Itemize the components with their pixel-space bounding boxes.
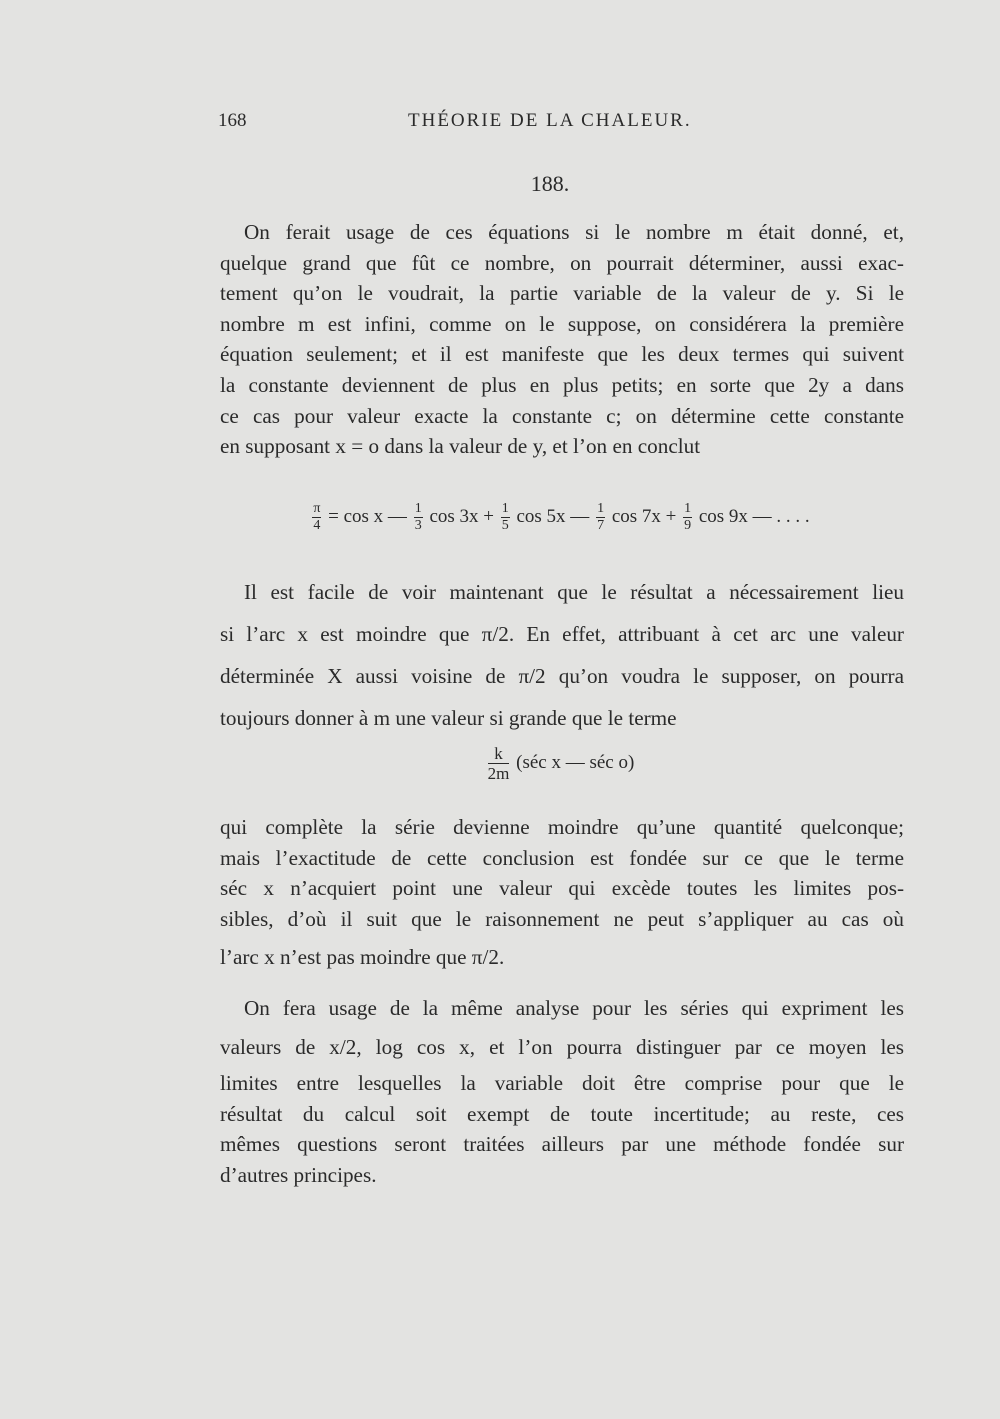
- text-line: tement qu’on le voudrait, la partie variable de la valeur de y. Si le: [220, 281, 904, 306]
- text-line: la constante deviennent de plus en plus petits; en sorte que 2y a dans: [220, 372, 904, 397]
- fraction: $\frac{k}{2m}$: [487, 744, 510, 783]
- formula-term: cos 7x +: [611, 505, 677, 527]
- text-line: On fera usage de la même analyse pour les séries qui expriment les: [244, 996, 904, 1020]
- text-line: limites entre lesquelles la variable doit être comprise pour que le: [220, 1071, 904, 1096]
- text-line: valeurs de x/2, log cos x, et l’on pourra distinguer par ce moyen les: [220, 1034, 904, 1059]
- text-line: mêmes questions seront traitées ailleurs par une méthode fondée sur: [220, 1132, 904, 1157]
- text-line: sibles, d’où il suit que le raisonnement ne peut s’appliquer au cas où: [220, 906, 904, 931]
- text-line: d’autres principes.: [220, 1162, 377, 1187]
- paragraph-2: [220, 571, 904, 739]
- text-line: l’arc x n’est pas moindre que π/2.: [220, 945, 505, 970]
- fraction: $\frac{\pi}{4}$: [313, 501, 321, 533]
- page-number: 168: [218, 110, 247, 131]
- paragraph-3: [220, 812, 904, 973]
- text-line: ce cas pour valeur exacte la constante c; on détermine cette constante: [220, 403, 904, 428]
- page-header: [218, 110, 904, 140]
- fraction: $\frac{1}{3}$: [414, 501, 422, 533]
- fraction: $\frac{1}{5}$: [501, 501, 509, 533]
- formula-body: (séc x — séc o): [516, 751, 635, 773]
- formula-term: cos 3x +: [429, 505, 494, 527]
- text-line: qui complète la série devienne moindre qu’une quantité quelconque;: [220, 815, 904, 839]
- text-line: séc x n’acquiert point une valeur qui excède toutes les limites pos-: [220, 876, 904, 901]
- text-line: équation seulement; et il est manifeste que les deux termes qui suivent: [220, 342, 904, 367]
- formula-term: cos 5x —: [516, 505, 590, 527]
- text-line: Il est facile de voir maintenant que le résultat a nécessairement lieu: [244, 580, 904, 604]
- text-line: toujours donner à m une valeur si grande que le terme: [220, 706, 677, 730]
- text-line: résultat du calcul soit exempt de toute incertitude; au reste, ces: [220, 1101, 904, 1126]
- fraction: $\frac{1}{7}$: [597, 501, 605, 533]
- paragraph-1: [220, 217, 904, 462]
- text-line: On ferait usage de ces équations si le nombre m était donné, et,: [244, 220, 904, 244]
- text-line: en supposant x = o dans la valeur de y, et l’on en conclut: [220, 434, 701, 459]
- formula-series: [0, 502, 1000, 533]
- formula-term: cos 9x — . . . .: [698, 505, 810, 527]
- section-number: 188.: [530, 171, 570, 196]
- text-line: déterminée X aussi voisine de π/2 qu’on voudra le supposer, on pourra: [220, 664, 904, 688]
- text-line: quelque grand que fût ce nombre, on pourrait déterminer, aussi exac-: [220, 250, 904, 275]
- text-line: nombre m est infini, comme on le suppose, on considérera la première: [220, 311, 904, 336]
- text-line: si l’arc x est moindre que π/2. En effet, attribuant à cet arc une valeur: [220, 622, 904, 646]
- text-line: mais l’exactitude de cette conclusion est fondée sur ce que le terme: [220, 845, 904, 870]
- paragraph-4: [220, 993, 904, 1191]
- formula-term: = cos x —: [328, 505, 407, 527]
- running-title: THÉORIE DE LA CHALEUR.: [408, 110, 692, 131]
- formula-term-k: [0, 745, 1000, 782]
- fraction: $\frac{1}{9}$: [684, 501, 692, 533]
